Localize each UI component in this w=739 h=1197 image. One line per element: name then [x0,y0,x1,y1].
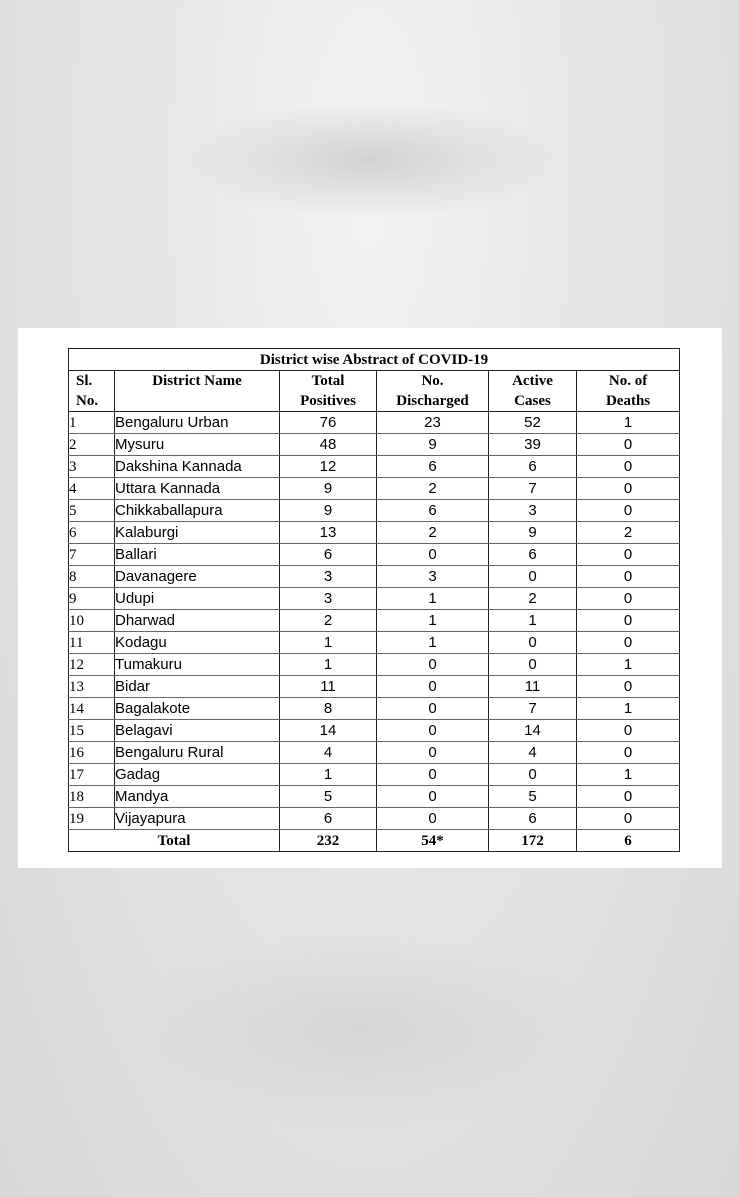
cell-sl-no: 2 [69,434,115,456]
cell-active-cases: 7 [489,478,577,500]
cell-deaths: 0 [577,720,680,742]
cell-district-name: Uttara Kannada [115,478,280,500]
table-row [69,412,680,434]
header-sl-line2: No. [76,393,99,409]
table-title-row [69,349,680,371]
table-row [69,676,680,698]
cell-sl-no: 15 [69,720,115,742]
table-title: District wise Abstract of COVID-19 [69,349,680,371]
cell-deaths: 0 [577,742,680,764]
header-total-positives: Total Positives [280,371,377,412]
cell-discharged: 0 [377,742,489,764]
total-positives: 232 [280,830,377,852]
cell-deaths: 0 [577,676,680,698]
cell-sl-no: 5 [69,500,115,522]
cell-active-cases: 0 [489,566,577,588]
cell-discharged: 2 [377,478,489,500]
cell-total-positives: 14 [280,720,377,742]
document-paper [18,328,722,868]
cell-discharged: 1 [377,632,489,654]
cell-sl-no: 10 [69,610,115,632]
cell-district-name: Mandya [115,786,280,808]
cell-active-cases: 6 [489,544,577,566]
cell-deaths: 0 [577,786,680,808]
cell-active-cases: 0 [489,764,577,786]
cell-deaths: 1 [577,764,680,786]
cell-total-positives: 9 [280,500,377,522]
cell-sl-no: 8 [69,566,115,588]
cell-deaths: 0 [577,544,680,566]
cell-district-name: Chikkaballapura [115,500,280,522]
cell-active-cases: 11 [489,676,577,698]
table-row [69,654,680,676]
table-row [69,720,680,742]
cell-sl-no: 3 [69,456,115,478]
cell-district-name: Dakshina Kannada [115,456,280,478]
table-row [69,764,680,786]
cell-district-name: Davanagere [115,566,280,588]
cell-deaths: 1 [577,698,680,720]
table-row [69,808,680,830]
cell-active-cases: 0 [489,654,577,676]
cell-deaths: 0 [577,588,680,610]
table-row [69,522,680,544]
cell-deaths: 0 [577,500,680,522]
cell-active-cases: 1 [489,610,577,632]
table-row [69,544,680,566]
cell-deaths: 0 [577,478,680,500]
cell-district-name: Dharwad [115,610,280,632]
cell-district-name: Bagalakote [115,698,280,720]
cell-sl-no: 7 [69,544,115,566]
cell-sl-no: 13 [69,676,115,698]
cell-deaths: 0 [577,808,680,830]
cell-total-positives: 1 [280,654,377,676]
header-sl-no [69,371,115,412]
table-row [69,742,680,764]
header-deaths: No. of Deaths [577,371,680,412]
cell-total-positives: 4 [280,742,377,764]
cell-sl-no: 16 [69,742,115,764]
cell-active-cases: 3 [489,500,577,522]
cell-active-cases: 7 [489,698,577,720]
cell-district-name: Gadag [115,764,280,786]
background-blur-bottom [120,930,600,1130]
table-header-row [69,371,680,412]
cell-district-name: Belagavi [115,720,280,742]
cell-district-name: Mysuru [115,434,280,456]
cell-total-positives: 2 [280,610,377,632]
cell-active-cases: 39 [489,434,577,456]
cell-district-name: Kalaburgi [115,522,280,544]
cell-total-positives: 3 [280,588,377,610]
cell-discharged: 0 [377,698,489,720]
background-blur-top [180,100,560,220]
cell-district-name: Vijayapura [115,808,280,830]
cell-active-cases: 6 [489,808,577,830]
cell-sl-no: 9 [69,588,115,610]
cell-total-positives: 48 [280,434,377,456]
cell-total-positives: 9 [280,478,377,500]
cell-sl-no: 11 [69,632,115,654]
cell-sl-no: 18 [69,786,115,808]
cell-active-cases: 14 [489,720,577,742]
table-row [69,610,680,632]
table-body [69,412,680,830]
cell-discharged: 0 [377,654,489,676]
cell-active-cases: 4 [489,742,577,764]
cell-total-positives: 6 [280,808,377,830]
covid-district-table [68,348,680,852]
cell-discharged: 9 [377,434,489,456]
cell-discharged: 0 [377,544,489,566]
header-discharged: No. Discharged [377,371,489,412]
cell-district-name: Ballari [115,544,280,566]
cell-discharged: 0 [377,676,489,698]
cell-discharged: 0 [377,808,489,830]
total-deaths: 6 [577,830,680,852]
cell-active-cases: 52 [489,412,577,434]
cell-active-cases: 5 [489,786,577,808]
header-district-name: District Name [115,371,280,412]
total-row [69,830,680,852]
cell-sl-no: 1 [69,412,115,434]
cell-discharged: 2 [377,522,489,544]
cell-discharged: 1 [377,588,489,610]
cell-discharged: 6 [377,500,489,522]
table-row [69,456,680,478]
table-row [69,786,680,808]
cell-deaths: 1 [577,654,680,676]
cell-discharged: 6 [377,456,489,478]
cell-sl-no: 14 [69,698,115,720]
cell-deaths: 2 [577,522,680,544]
cell-district-name: Bengaluru Rural [115,742,280,764]
cell-discharged: 0 [377,786,489,808]
cell-district-name: Kodagu [115,632,280,654]
cell-total-positives: 12 [280,456,377,478]
cell-discharged: 0 [377,720,489,742]
cell-total-positives: 5 [280,786,377,808]
cell-total-positives: 8 [280,698,377,720]
cell-sl-no: 12 [69,654,115,676]
table-row [69,434,680,456]
cell-total-positives: 13 [280,522,377,544]
cell-active-cases: 9 [489,522,577,544]
cell-deaths: 0 [577,566,680,588]
cell-deaths: 0 [577,434,680,456]
table-row [69,698,680,720]
cell-sl-no: 17 [69,764,115,786]
header-sl-line1: Sl. [76,373,93,389]
cell-sl-no: 6 [69,522,115,544]
cell-district-name: Bidar [115,676,280,698]
cell-district-name: Bengaluru Urban [115,412,280,434]
cell-deaths: 0 [577,610,680,632]
table-row [69,588,680,610]
cell-district-name: Tumakuru [115,654,280,676]
cell-discharged: 23 [377,412,489,434]
table-row [69,566,680,588]
total-active: 172 [489,830,577,852]
cell-deaths: 1 [577,412,680,434]
table-row [69,632,680,654]
cell-total-positives: 76 [280,412,377,434]
total-label: Total [69,830,280,852]
cell-total-positives: 6 [280,544,377,566]
header-active-cases: Active Cases [489,371,577,412]
cell-discharged: 1 [377,610,489,632]
cell-deaths: 0 [577,632,680,654]
cell-active-cases: 6 [489,456,577,478]
cell-deaths: 0 [577,456,680,478]
cell-active-cases: 0 [489,632,577,654]
table-row [69,500,680,522]
cell-sl-no: 4 [69,478,115,500]
cell-discharged: 3 [377,566,489,588]
cell-total-positives: 11 [280,676,377,698]
cell-active-cases: 2 [489,588,577,610]
table-row [69,478,680,500]
cell-district-name: Udupi [115,588,280,610]
cell-discharged: 0 [377,764,489,786]
total-discharged: 54* [377,830,489,852]
cell-total-positives: 1 [280,764,377,786]
cell-total-positives: 1 [280,632,377,654]
cell-total-positives: 3 [280,566,377,588]
cell-sl-no: 19 [69,808,115,830]
